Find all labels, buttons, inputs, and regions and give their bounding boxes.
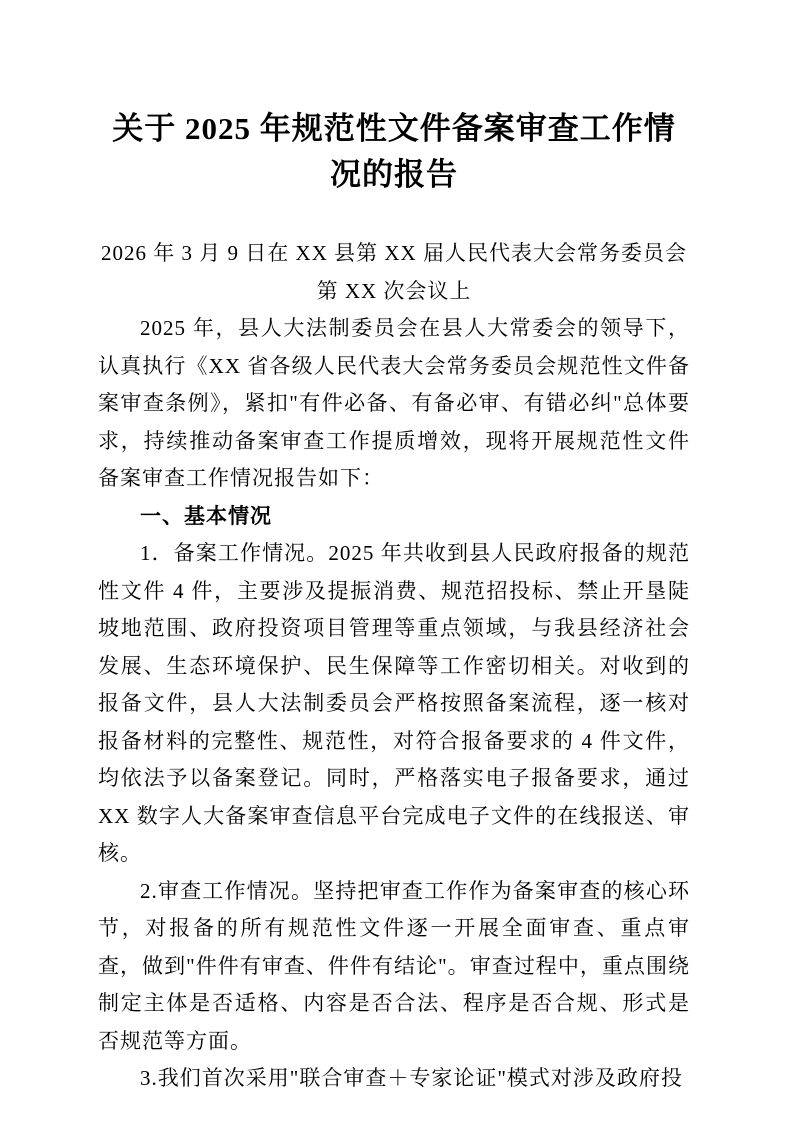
intro-paragraph: 2025 年，县人大法制委员会在县人大常委会的领导下，认真执行《XX 省各级人民代表大会常务委员会规范性文件备案审查条例》，紧扣"有件必备、有备必审、有错必纠"总体要求，持续推动备案审查工作提质增效，现将开展规范性文件备案审查工作情况报告如下：: [98, 316, 690, 490]
paragraph-joint-review: 3.我们首次采用"联合审查＋专家论证"模式对涉及政府投: [140, 1066, 683, 1090]
document-subtitle: 2026 年 3 月 9 日在 XX 县第 XX 届人民代表大会常务委员会第 XX 次会议上: [101, 241, 687, 303]
paragraph-filing-work: 1．备案工作情况。2025 年共收到县人民政府报备的规范性文件 4 件，主要涉及提振消费、规范招投标、禁止开垦陡坡地范围、政府投资项目管理等重点领域，与我县经济社会发展、生态环境保护、民生保障等工作密切相关。对收到的报备文件，县人大法制委员会严格按照备案流程，逐一核对报备材料的完整性、规范性，对符合报备要求的 4 件文件，均依法予以备案登记。同时，严格落实电子报备要求，通过 XX 数字人大备案审查信息平台完成电子文件的在线报送、审核。: [98, 541, 690, 865]
document-title: 关于 2025 年规范性文件备案审查工作情况的报告: [112, 111, 676, 192]
paragraph-review-work: 2.审查工作情况。坚持把审查工作作为备案审查的核心环节，对报备的所有规范性文件逐一开展全面审查、重点审查，做到"件件有审查、件件有结论"。审查过程中，重点围绕制定主体是否适格、内容是否合法、程序是否合规、形式是否规范等方面。: [98, 878, 690, 1053]
document-body: [98, 310, 690, 1098]
section-heading-basic-situation: 一、基本情况: [140, 504, 272, 528]
